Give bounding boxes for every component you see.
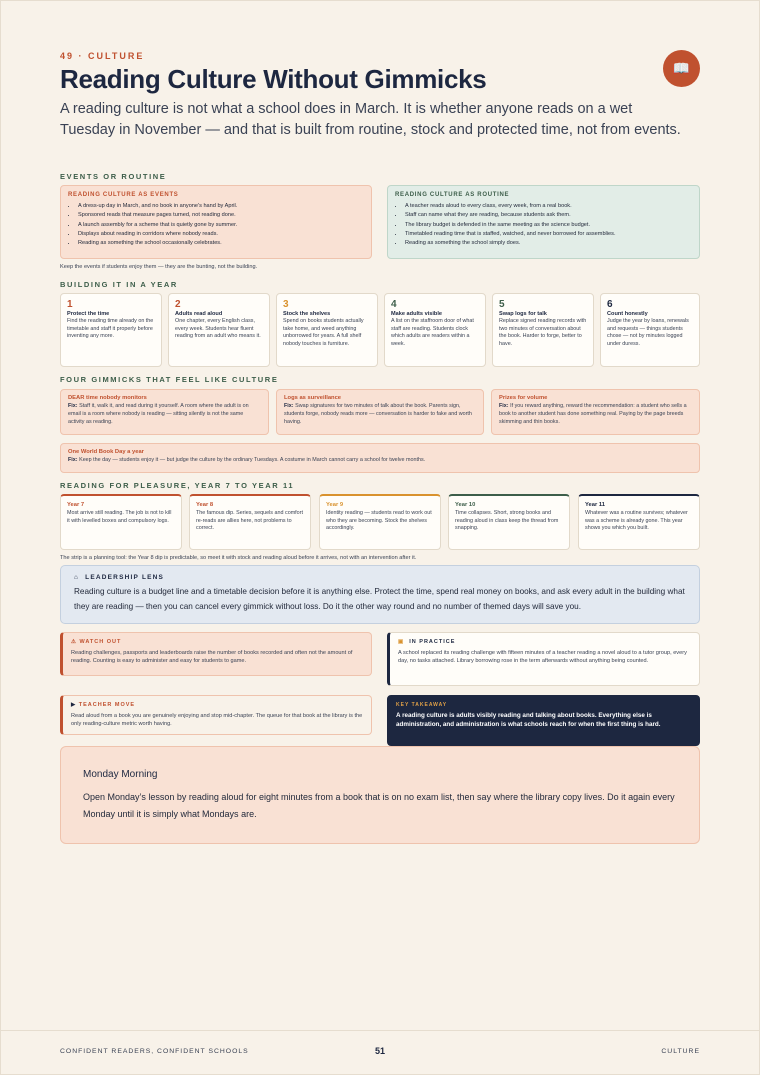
routine-box-title: READING CULTURE AS ROUTINE (395, 192, 510, 198)
callout-body: A school replaced its reading challenge with fifteen minutes of a teacher reading a novel aloud to a tutor group, every day, no tasks attached. Library borrowing rose in the term afterwards without anything being counted. (398, 650, 687, 665)
gimmick-card (491, 389, 700, 435)
lens-heading-text: LEADERSHIP LENS (85, 574, 165, 581)
year-card (578, 494, 700, 550)
section-heading-gimmicks: FOUR GIMMICKS THAT FEEL LIKE CULTURE (60, 375, 279, 384)
list-item: • Displays about reading in corridors where nobody reads. (77, 230, 364, 239)
step-number: 6 (607, 299, 613, 310)
step-body: Judge the year by loans, renewals and requests — things students chose — not by minutes logged under duress. (607, 318, 689, 347)
fix-text: If you reward anything, reward the recommendation: a student who sells a book to another student has done something real. Paying by the page breeds skimming and thin books. (499, 403, 687, 425)
step-number: 3 (283, 299, 289, 310)
callout-heading-text: IN PRACTICE (409, 639, 456, 645)
list-item: • Staff can name what they are reading, because students ask them. (404, 211, 692, 220)
callout-heading (398, 639, 691, 645)
fix-text: Swap signatures for two minutes of talk about the book. Parents sign, students forge, nobody reads more — conversation is harder to fake and worth having. (284, 403, 472, 425)
page-number: 51 (374, 1046, 385, 1056)
gimmick-fix (284, 403, 476, 426)
lens-heading (74, 574, 686, 581)
key-takeaway-callout (387, 695, 700, 746)
step-card (492, 293, 594, 367)
year-card (189, 494, 311, 550)
monday-heading: Monday Morning (83, 769, 158, 780)
step-number: 4 (391, 299, 397, 310)
fix-text: Staff it, walk it, and read during it yourself. A room where the adult is on email is a room where nobody is reading — sitting silently is not the same activity as reading. (68, 403, 249, 425)
list-item: • Timetabled reading time that is staffed, watched, and never borrowed for assemblies. (404, 230, 692, 239)
callout-heading (71, 702, 363, 708)
gimmick-title: DEAR time nobody monitors (68, 395, 147, 401)
step-card (60, 293, 162, 367)
year-title: Year 11 (585, 502, 605, 508)
school-icon: ▣ (398, 639, 405, 645)
gimmick-fix (499, 403, 692, 426)
gimmick-fix (68, 403, 261, 426)
list-item: • Sponsored reads that measure pages turned, not reading done. (77, 211, 364, 220)
step-body: Replace signed reading records with two minutes of conversation about the book. Harder to forge, better to have. (499, 318, 587, 347)
pleasure-note: The strip is a planning tool: the Year 8 dip is predictable, so meet it with stock and reading aloud before it arrives, not with an intervention after it. (60, 555, 417, 561)
step-title: Protect the time (67, 311, 110, 317)
leadership-lens (60, 565, 700, 624)
gimmick-card (60, 443, 700, 473)
list-item: • A dress-up day in March, and no book in anyone's hand by April. (77, 202, 364, 211)
section-heading-pleasure: READING FOR PLEASURE, YEAR 7 TO YEAR 11 (60, 481, 295, 490)
callout-body: A reading culture is adults visibly reading and talking about books. Everything else is administration, and administration is what schools reach for when the first thing is hard. (396, 712, 661, 729)
section-heading-events-routine: EVENTS OR ROUTINE (60, 172, 167, 181)
routine-list (395, 202, 692, 248)
footer-section: CULTURE (661, 1048, 700, 1055)
year-body: The famous dip. Series, sequels and comfort re-reads are allies here, not problems to correct. (196, 510, 303, 532)
gimmick-card (60, 389, 269, 435)
year-title: Year 10 (455, 502, 476, 508)
gimmick-title: Logs as surveillance (284, 395, 342, 401)
step-title: Make adults visible (391, 311, 442, 317)
fix-text: Keep the day — students enjoy it — but judge the culture by the ordinary Tuesdays. A costume in March cannot carry a school for twelve months. (79, 457, 426, 463)
gimmick-title: Prizes for volume (499, 395, 548, 401)
book-icon: 📖 (663, 50, 700, 87)
lens-body: Reading culture is a budget line and a timetable decision before it is anything else. Protect the time, spend real money on books, and ask every adult in the building what they are reading — then you can cancel every gimmick without loss. Do it the other way round and no number of themed days will save you. (74, 587, 685, 611)
footer-divider (0, 1030, 760, 1031)
step-body: Spend on books students actually take home, and weed anything unborrowed for years. A full shelf nobody touches is furniture. (283, 318, 364, 347)
list-item: • A teacher reads aloud to every class, every week, from a real book. (404, 202, 692, 211)
year-title: Year 9 (326, 502, 344, 508)
section-heading-building: BUILDING IT IN A YEAR (60, 280, 178, 289)
list-item: • The library budget is defended in the same meeting as the science budget. (404, 221, 692, 230)
step-title: Swap logs for talk (499, 311, 547, 317)
events-list (68, 202, 364, 248)
routine-box (387, 185, 700, 259)
fix-label: Fix: (284, 403, 294, 409)
gimmick-card (276, 389, 484, 435)
section-kicker: 49 · CULTURE (60, 51, 145, 61)
list-item: • Reading as something the school simply does. (404, 239, 692, 248)
step-title: Stock the shelves (283, 311, 331, 317)
step-body: One chapter, every English class, every week. Students hear fluent reading from an adult who means it. (175, 318, 261, 340)
watch-out-callout (60, 632, 372, 676)
footer-book-title: CONFIDENT READERS, CONFIDENT SCHOOLS (60, 1048, 249, 1055)
warning-icon: ⚠ (71, 639, 77, 645)
fix-label: Fix: (68, 457, 78, 463)
step-title: Adults read aloud (175, 311, 223, 317)
year-card (448, 494, 570, 550)
monday-morning-box (60, 746, 700, 844)
year-body: Identity reading — students read to work out who they are becoming. Stock the shelves accordingly. (326, 510, 432, 532)
step-number: 1 (67, 299, 73, 310)
step-number: 5 (499, 299, 505, 310)
page-subtitle: A reading culture is not what a school does in March. It is whether anyone reads on a wet Tuesday in November — and that is built from routine, stock and protected time, not from events. (60, 101, 681, 138)
year-body: Whatever was a routine survives; whatever was a scheme is already gone. This year shows you which you built. (585, 510, 688, 532)
fix-label: Fix: (68, 403, 78, 409)
gimmick-fix (68, 457, 692, 465)
step-title: Count honestly (607, 311, 648, 317)
events-box (60, 185, 372, 259)
list-item: • A launch assembly for a scheme that is quietly gone by summer. (77, 221, 364, 230)
step-number: 2 (175, 299, 181, 310)
gimmick-title: One World Book Day a year (68, 449, 144, 455)
year-title: Year 7 (67, 502, 85, 508)
callout-body: Read aloud from a book you are genuinely enjoying and stop mid-chapter. The queue for that book at the library is the only reading-culture metric worth having. (71, 713, 363, 728)
year-card (60, 494, 182, 550)
events-box-title: READING CULTURE AS EVENTS (68, 192, 179, 198)
page-title: Reading Culture Without Gimmicks (60, 64, 487, 94)
step-body: A list on the staffroom door of what staff are reading. Students clock which adults are readers within a week. (391, 318, 474, 347)
callout-heading (71, 639, 363, 645)
teacher-move-callout (60, 695, 372, 735)
monday-body: Open Monday’s lesson by reading aloud for eight minutes from a book that is on no exam list, then say where the library copy lives. Do it again every Monday until it is simply what Mondays are. (83, 792, 675, 819)
year-card (319, 494, 441, 550)
callout-heading-text: WATCH OUT (79, 639, 122, 645)
callout-heading: KEY TAKEAWAY (396, 702, 448, 708)
step-card (384, 293, 486, 367)
play-icon: ▶ (71, 702, 77, 708)
year-title: Year 8 (196, 502, 214, 508)
callout-body: Reading challenges, passports and leaderboards raise the number of books recorded and often not the amount of reading. Counting is easy to administer and easy for students to game. (71, 650, 353, 665)
year-body: Time collapses. Short, strong books and reading aloud in class keep the thread from snapping. (455, 510, 559, 532)
callout-heading-text: TEACHER MOVE (78, 702, 136, 708)
events-note: Keep the events if students enjoy them — they are the bunting, not the building. (60, 264, 258, 270)
step-body: Find the reading time already on the timetable and staff it properly before inventing any more. (67, 318, 154, 340)
list-item: • Reading as something the school occasionally celebrates. (77, 239, 364, 248)
step-card (276, 293, 378, 367)
in-practice-callout (387, 632, 700, 686)
fix-label: Fix: (499, 403, 509, 409)
step-card (600, 293, 700, 367)
step-card (168, 293, 270, 367)
year-body: Most arrive still reading. The job is not to kill it with levelled boxes and compulsory logs. (67, 510, 172, 524)
building-icon: ⌂ (74, 574, 80, 581)
